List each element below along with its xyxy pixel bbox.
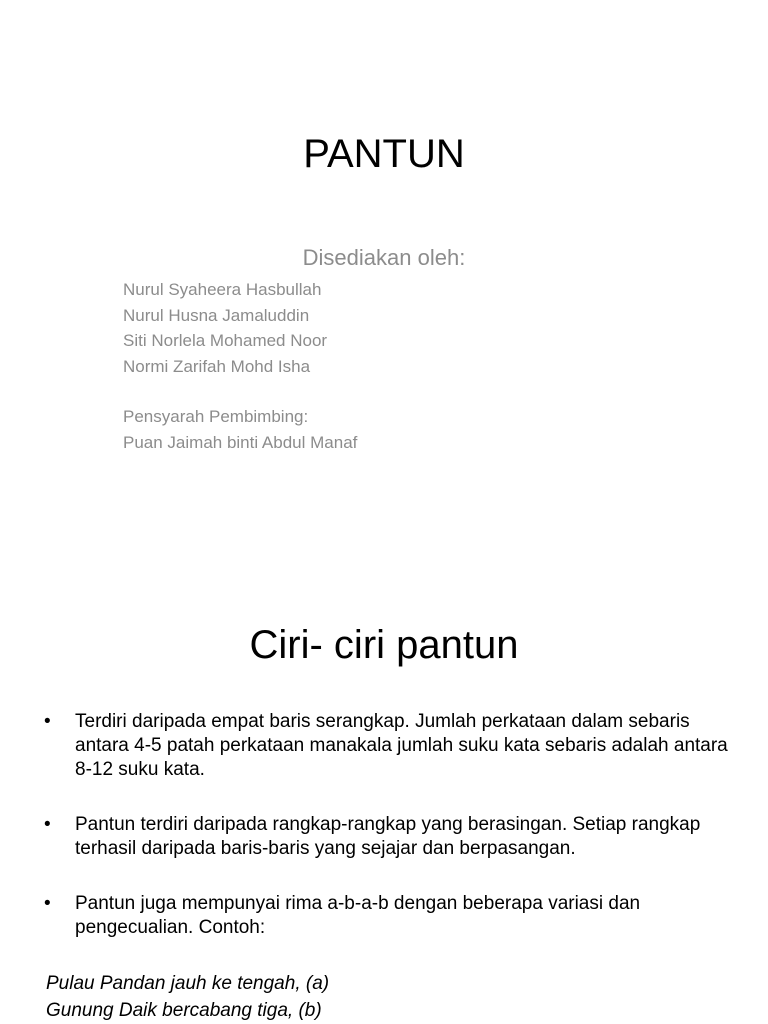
advisor-name: Puan Jaimah binti Abdul Manaf [123, 432, 358, 452]
author-name: Siti Norlela Mohamed Noor [123, 331, 328, 350]
author-name: Nurul Husna Jamaluddin [123, 305, 310, 325]
bullet-icon: • [44, 893, 51, 914]
author-list [123, 277, 327, 379]
advisor-block [123, 404, 357, 455]
poem-line: Gunung Daik bercabang tiga, (b) [46, 1000, 322, 1021]
poem-line: Pulau Pandan jauh ke tengah, (a) [46, 973, 330, 994]
advisor-label: Pensyarah Pembimbing: [123, 407, 309, 426]
bullet-icon: • [44, 711, 51, 732]
author-name: Normi Zarifah Mohd Isha [123, 356, 311, 376]
list-item [44, 813, 734, 861]
bullet-list [44, 710, 734, 971]
slide-title: PANTUN [303, 132, 465, 176]
author-name: Nurul Syaheera Hasbullah [123, 280, 322, 299]
poem-example [46, 970, 329, 1024]
list-item [44, 892, 734, 940]
bullet-icon: • [44, 814, 51, 835]
features-slide [0, 576, 768, 1024]
slide-title: Ciri- ciri pantun [249, 623, 519, 667]
list-item [44, 710, 734, 782]
bullet-text: Terdiri daripada empat baris serangkap. Jumlah perkataan dalam sebaris antara 4-5 patah perkataan manakala jumlah suku kata sebaris adalah antara 8-12 suku kata. [75, 711, 728, 780]
bullet-text: Pantun juga mempunyai rima a-b-a-b dengan beberapa variasi dan pengecualian. Contoh: [75, 893, 641, 938]
prepared-by-heading: Disediakan oleh: [302, 245, 466, 270]
bullet-text: Pantun terdiri daripada rangkap-rangkap yang berasingan. Setiap rangkap terhasil daripada baris-baris yang sejajar dan berpasangan. [75, 814, 701, 859]
